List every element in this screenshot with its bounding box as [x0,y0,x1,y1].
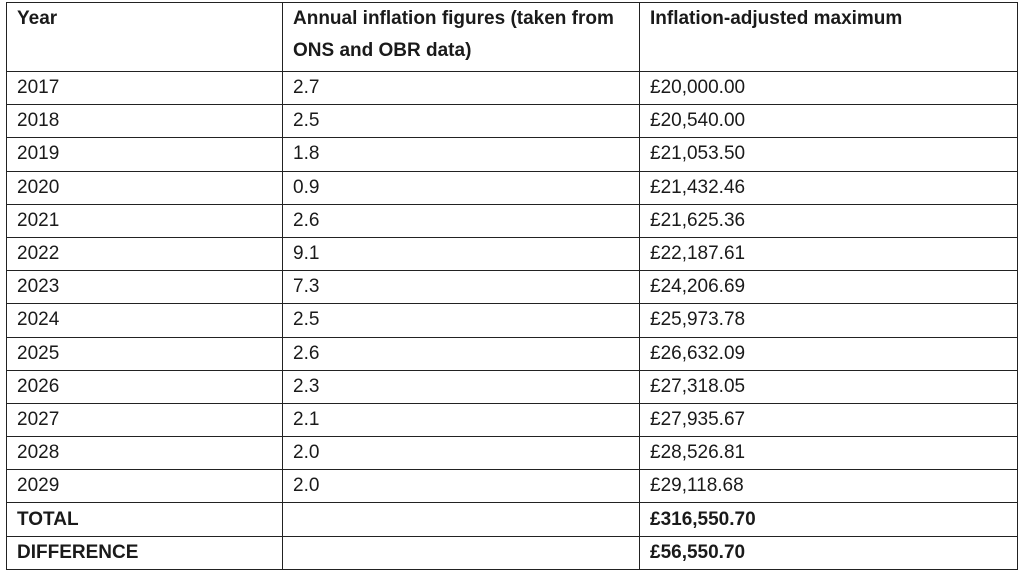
table-row [7,470,1018,503]
cell-inflation: 9.1 [283,237,640,270]
cell-maximum: £27,935.67 [640,403,1018,436]
cell-year: 2019 [7,138,283,171]
table-row [7,138,1018,171]
cell-maximum: £24,206.69 [640,271,1018,304]
cell-maximum: £26,632.09 [640,337,1018,370]
cell-inflation: 2.0 [283,437,640,470]
table-row [7,304,1018,337]
total-value: £316,550.70 [640,503,1018,536]
header-maximum: Inflation-adjusted maximum [640,3,1018,72]
cell-year: 2028 [7,437,283,470]
difference-value: £56,550.70 [640,536,1018,569]
table-row [7,337,1018,370]
cell-year: 2024 [7,304,283,337]
cell-inflation: 2.0 [283,470,640,503]
cell-inflation: 1.8 [283,138,640,171]
table-row [7,370,1018,403]
table-row [7,72,1018,105]
cell-year: 2020 [7,171,283,204]
cell-year: 2021 [7,204,283,237]
header-year: Year [7,3,283,72]
inflation-table [6,2,1018,570]
cell-year: 2027 [7,403,283,436]
cell-inflation: 2.5 [283,105,640,138]
cell-year: 2017 [7,72,283,105]
cell-maximum: £22,187.61 [640,237,1018,270]
table-row [7,403,1018,436]
header-inflation: Annual inflation figures (taken from ONS and OBR data) [283,3,640,72]
cell-maximum: £21,053.50 [640,138,1018,171]
cell-maximum: £20,540.00 [640,105,1018,138]
total-row [7,503,1018,536]
cell-year: 2018 [7,105,283,138]
cell-inflation: 2.6 [283,204,640,237]
cell-inflation: 0.9 [283,171,640,204]
table-row [7,171,1018,204]
cell-inflation: 2.6 [283,337,640,370]
cell-maximum: £25,973.78 [640,304,1018,337]
cell-year: 2026 [7,370,283,403]
cell-inflation: 7.3 [283,271,640,304]
table-row [7,105,1018,138]
cell-inflation: 2.5 [283,304,640,337]
header-row [7,3,1018,72]
table-row [7,271,1018,304]
cell-year: 2022 [7,237,283,270]
cell-maximum: £20,000.00 [640,72,1018,105]
table-row [7,437,1018,470]
cell-inflation: 2.7 [283,72,640,105]
table-row [7,204,1018,237]
difference-row [7,536,1018,569]
cell-maximum: £28,526.81 [640,437,1018,470]
difference-inflation [283,536,640,569]
cell-maximum: £21,432.46 [640,171,1018,204]
cell-maximum: £27,318.05 [640,370,1018,403]
cell-inflation: 2.3 [283,370,640,403]
total-label: TOTAL [7,503,283,536]
table-row [7,237,1018,270]
cell-year: 2023 [7,271,283,304]
total-inflation [283,503,640,536]
cell-maximum: £21,625.36 [640,204,1018,237]
cell-inflation: 2.1 [283,403,640,436]
cell-year: 2029 [7,470,283,503]
cell-year: 2025 [7,337,283,370]
cell-maximum: £29,118.68 [640,470,1018,503]
difference-label: DIFFERENCE [7,536,283,569]
